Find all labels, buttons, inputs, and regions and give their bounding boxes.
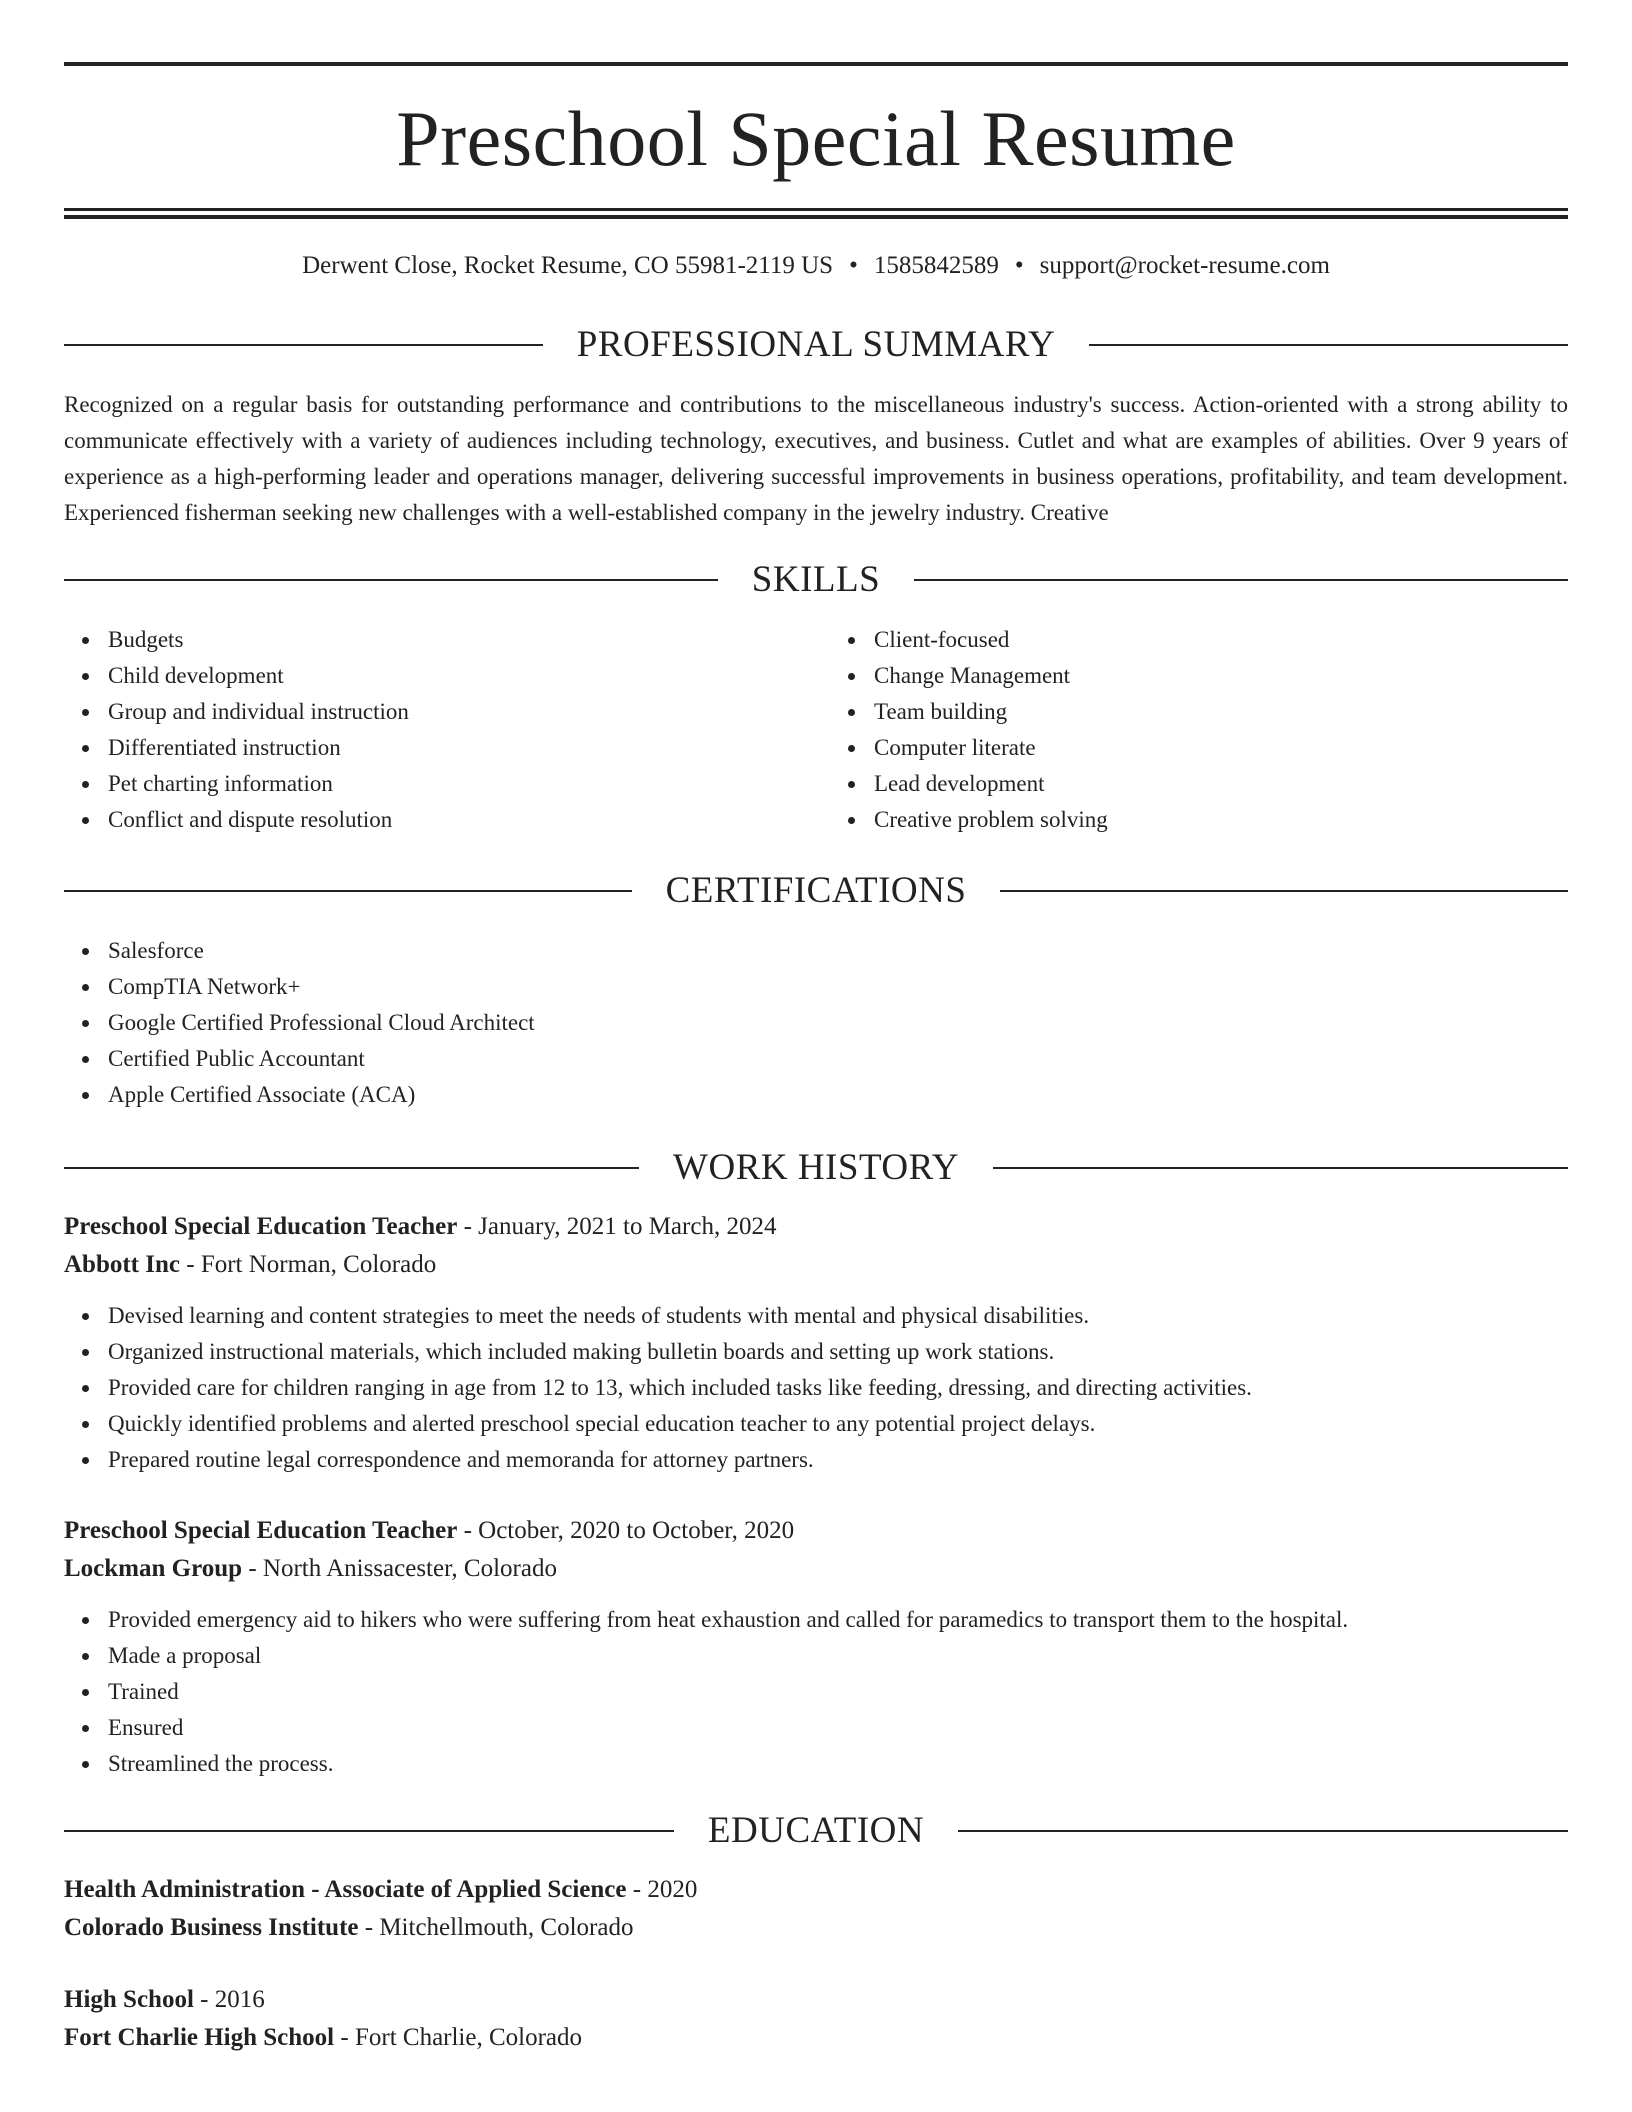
contact-separator: •: [1014, 252, 1024, 279]
section-title: SKILLS: [751, 559, 881, 600]
education-school: Fort Charlie High School: [64, 2024, 335, 2051]
job-bullet: Organized instructional materials, which included making bulletin boards and setting up work stations.: [108, 1334, 1568, 1370]
education-school-line: [64, 2019, 1568, 2057]
job-bullet: Devised learning and content strategies to meet the needs of students with mental and physical disabilities.: [108, 1298, 1568, 1334]
section-rule: [64, 1167, 639, 1169]
education-entry: [64, 1981, 1568, 2057]
education-location: - Fort Charlie, Colorado: [334, 2024, 583, 2051]
job-company-line: [64, 1550, 1568, 1588]
skill-item: Differentiated instruction: [108, 730, 802, 766]
contact-address: Derwent Close, Rocket Resume, CO 55981-2119 US: [302, 252, 834, 279]
section-rule: [64, 579, 718, 581]
section-title: WORK HISTORY: [673, 1147, 959, 1188]
section-rule: [958, 1830, 1568, 1832]
certification-item: Salesforce: [108, 933, 1568, 969]
skill-item: Client-focused: [874, 622, 1568, 658]
skills-column-right: [802, 622, 1568, 838]
skill-item: Pet charting information: [108, 766, 802, 802]
job-title: Preschool Special Education Teacher: [64, 1213, 458, 1240]
section-header-education: [64, 1812, 1568, 1849]
job-bullet: Prepared routine legal correspondence and memoranda for attorney partners.: [108, 1442, 1568, 1478]
resume-title: Preschool Special Resume: [396, 95, 1236, 182]
skill-item: Lead development: [874, 766, 1568, 802]
education-degree-line: [64, 1871, 1568, 1909]
section-rule: [64, 890, 632, 892]
job-company: Abbott Inc: [64, 1251, 180, 1278]
job-title: Preschool Special Education Teacher: [64, 1517, 458, 1544]
contact-separator: •: [849, 252, 858, 279]
section-rule: [914, 579, 1568, 581]
section-rule: [64, 1830, 674, 1832]
certifications-list: [64, 933, 1568, 1113]
job-bullet: Quickly identified problems and alerted preschool special education teacher to any potential project delays.: [108, 1406, 1568, 1442]
section-rule: [1089, 344, 1568, 346]
job-company-line: [64, 1246, 1568, 1284]
section-header-work: [64, 1149, 1568, 1186]
skills-column-left: [64, 622, 802, 838]
job-bullets: [64, 1298, 1568, 1478]
job-entry: [64, 1512, 1568, 1782]
education-degree-line: [64, 1981, 1568, 2019]
job-title-line: [64, 1208, 1568, 1246]
education-entry: [64, 1871, 1568, 1947]
job-company: Lockman Group: [64, 1555, 243, 1582]
skill-item: Conflict and dispute resolution: [108, 802, 802, 838]
education-degree: High School: [64, 1986, 194, 2013]
education-year: - 2016: [193, 1986, 265, 2013]
skill-item: Group and individual instruction: [108, 694, 802, 730]
job-bullet: Ensured: [108, 1710, 1568, 1746]
section-rule: [1000, 890, 1568, 892]
job-dates: - October, 2020 to October, 2020: [457, 1517, 795, 1544]
job-bullet: Trained: [108, 1674, 1568, 1710]
education-year: - 2020: [626, 1876, 698, 1903]
section-title: CERTIFICATIONS: [665, 870, 967, 911]
section-header-certifications: [64, 872, 1568, 909]
skills-list: [64, 622, 1568, 838]
certification-item: Certified Public Accountant: [108, 1041, 1568, 1077]
job-location: - North Anissacester, Colorado: [242, 1555, 557, 1582]
section-header-skills: [64, 561, 1568, 598]
education-location: - Mitchellmouth, Colorado: [358, 1914, 634, 1941]
certification-item: Apple Certified Associate (ACA): [108, 1077, 1568, 1113]
job-title-line: [64, 1512, 1568, 1550]
job-dates: - January, 2021 to March, 2024: [457, 1213, 777, 1240]
education-school: Colorado Business Institute: [64, 1914, 359, 1941]
skill-item: Computer literate: [874, 730, 1568, 766]
section-title: PROFESSIONAL SUMMARY: [576, 324, 1056, 365]
top-rule: [64, 62, 1568, 66]
job-bullets: [64, 1602, 1568, 1782]
contact-line: [64, 253, 1568, 278]
job-location: - Fort Norman, Colorado: [180, 1251, 437, 1278]
skill-item: Creative problem solving: [874, 802, 1568, 838]
skill-item: Change Management: [874, 658, 1568, 694]
education-degree: Health Administration - Associate of Applied Science: [64, 1876, 627, 1903]
skill-item: Child development: [108, 658, 802, 694]
section-title: EDUCATION: [707, 1810, 925, 1851]
section-rule: [64, 344, 543, 346]
summary-text: Recognized on a regular basis for outstanding performance and contributions to the miscellaneous industry's success. Action-oriented with a strong ability to communicate effectively with a variety of audiences including technology, executives, and business. Cutlet and what are examples of abilities. Over 9 years of experience as a high-performing leader and operations manager, delivering successful improvements in business operations, profitability, and team development. Experienced fisherman seeking new challenges with a well-established company in the jewelry industry. Creative: [64, 392, 1568, 525]
section-rule: [993, 1167, 1568, 1169]
job-bullet: Provided emergency aid to hikers who were suffering from heat exhaustion and called for paramedics to transport them to the hospital.: [108, 1602, 1568, 1638]
job-entry: [64, 1208, 1568, 1478]
certification-item: CompTIA Network+: [108, 969, 1568, 1005]
contact-email: support@rocket-resume.com: [1039, 252, 1330, 279]
job-bullet: Made a proposal: [108, 1638, 1568, 1674]
skill-item: Budgets: [108, 622, 802, 658]
certification-item: Google Certified Professional Cloud Architect: [108, 1005, 1568, 1041]
skill-item: Team building: [874, 694, 1568, 730]
title-double-rule: [64, 208, 1568, 219]
section-header-summary: [64, 326, 1568, 363]
job-bullet: Provided care for children ranging in age from 12 to 13, which included tasks like feeding, dressing, and directing activities.: [108, 1370, 1568, 1406]
contact-phone: 1585842589: [873, 252, 999, 279]
job-bullet: Streamlined the process.: [108, 1746, 1568, 1782]
education-school-line: [64, 1909, 1568, 1947]
